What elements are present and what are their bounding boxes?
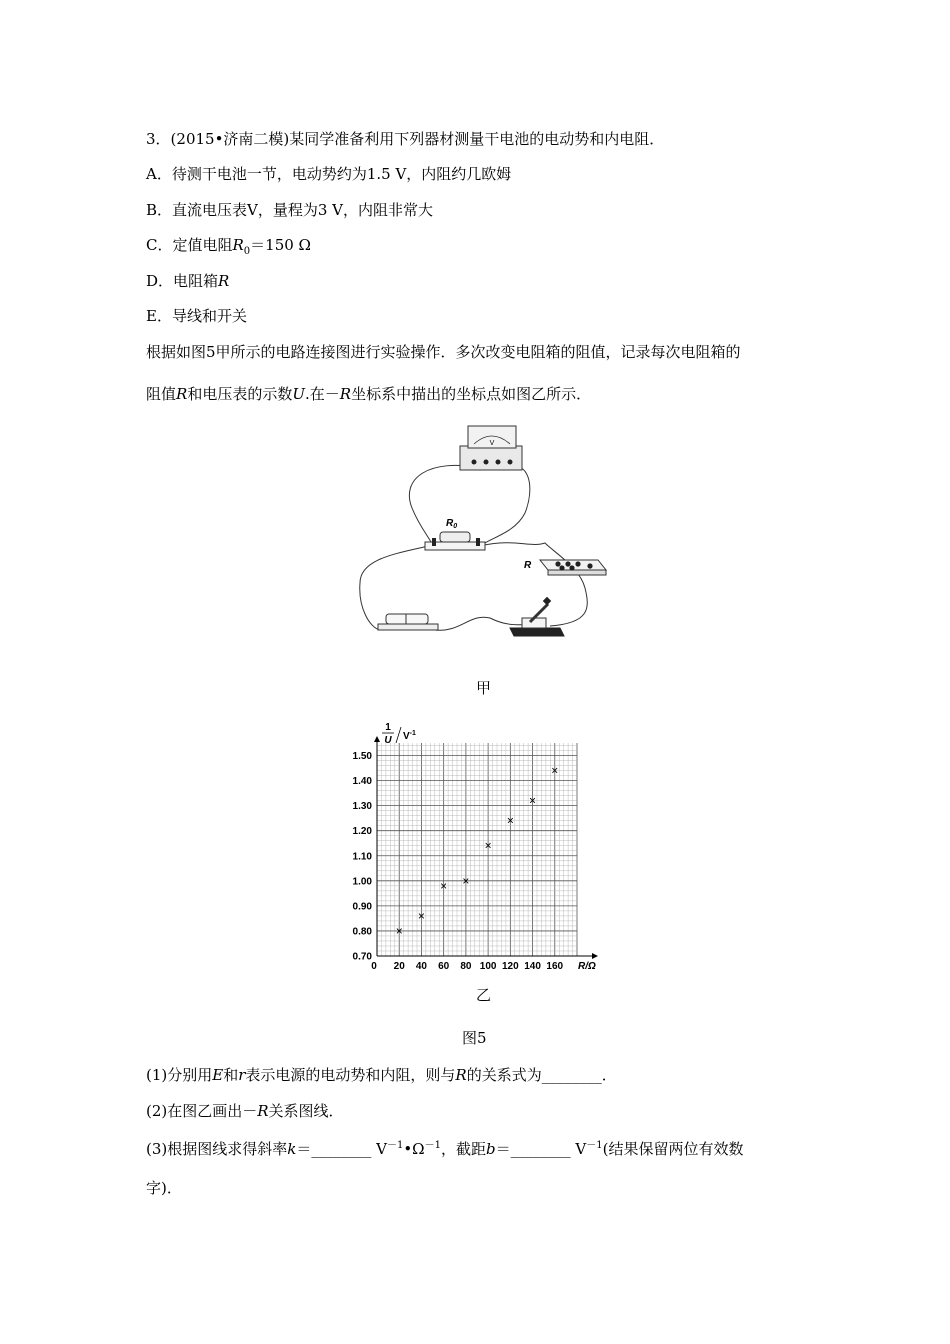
q1-text-c: 表示电源的电动势和内阻，则与 (245, 1066, 456, 1084)
q3-text-d: ，截距 (441, 1140, 487, 1158)
figure-5-caption: 图5 (462, 1029, 487, 1047)
option-c-symbol: R (232, 236, 244, 254)
y-tick-label: 1.50 (352, 751, 372, 763)
y-label-unit: $V^{-1}$ (403, 730, 416, 742)
q3-sup-1: －1 (386, 1140, 404, 1151)
figure-b-caption: 乙 (476, 986, 492, 1004)
q3-symbol-b: b (486, 1140, 496, 1158)
voltmeter-label: V (489, 440, 495, 447)
option-d-symbol: R (218, 272, 230, 290)
x-axis-arrow (592, 953, 598, 959)
y-axis-arrow (374, 736, 380, 742)
q2-text-a: (2)在图乙画出－ (146, 1102, 258, 1120)
circuit-diagram (340, 418, 630, 658)
data-point-marker: × (529, 793, 537, 808)
q1-symbol-r: r (238, 1066, 246, 1084)
question-2 (146, 1101, 344, 1121)
q3-text-f: (结果保留两位有效数 (602, 1140, 744, 1158)
q3-text-e: ＝________ V (495, 1140, 587, 1158)
para2-symbol-r1: R (176, 385, 188, 403)
para2-text-a: 阻值 (146, 385, 177, 403)
q3-text-b: ＝________ V (296, 1140, 387, 1158)
grid-paper (377, 743, 577, 956)
x-tick-label: 80 (460, 961, 472, 972)
data-point-marker: × (417, 908, 425, 923)
para2-text-d: 坐标系中描出的坐标点如图乙所示． (351, 385, 592, 403)
para2-symbol-u: U (292, 385, 305, 403)
option-d-prefix: D．电阻箱 (146, 272, 219, 290)
q3-symbol-k: k (287, 1140, 297, 1158)
x-tick-label: 20 (393, 961, 405, 972)
option-a: A．待测干电池一节，电动势约为1.5 V，内阻约几欧姆 (146, 165, 512, 183)
data-point-marker: × (484, 838, 492, 853)
r-box-label: R (524, 560, 532, 571)
q1-text-a: (1)分别用 (146, 1066, 213, 1084)
question-1 (146, 1065, 617, 1085)
r0-label: $R_0$ (446, 518, 458, 530)
option-e: E．导线和开关 (146, 307, 247, 325)
paragraph-2 (146, 384, 591, 404)
y-tick-label: 1.40 (352, 776, 372, 788)
q2-symbol-R: R (257, 1102, 269, 1120)
option-c-subscript: 0 (243, 246, 251, 257)
x-tick-label: 40 (415, 961, 428, 972)
y-label-denominator: U (384, 735, 392, 746)
wire-voltmeter-right (480, 466, 530, 546)
q2-text-b: 关系图线． (268, 1102, 344, 1120)
voltmeter (460, 426, 522, 470)
x-tick-label: 160 (546, 961, 564, 972)
wire-loop-right (480, 543, 587, 626)
question-intro: 3．(2015•济南二模)某同学准备利用下列器材测量干电池的电动势和内电阻． (146, 130, 665, 148)
y-tick-label: 1.30 (352, 801, 372, 813)
q1-text-b: 和 (223, 1066, 239, 1084)
para2-symbol-r2: R (339, 385, 352, 403)
switch (510, 597, 564, 636)
y-tick-label: 0.90 (352, 901, 372, 913)
data-point-marker: × (462, 873, 470, 888)
y-axis-label (382, 722, 416, 746)
x-tick-label: 100 (479, 961, 497, 972)
para2-text-b: 和电压表的示数 (187, 385, 293, 403)
q3-text-a: (3)根据图线求得斜率 (146, 1140, 288, 1158)
y-tick-label: 1.00 (352, 876, 372, 888)
y-label-numerator: 1 (385, 722, 391, 733)
q3-sup-3: －1 (586, 1140, 603, 1151)
x-axis-label: R/Ω (578, 961, 596, 972)
r0-resistor (425, 518, 485, 550)
q1-symbol-e: E (212, 1066, 224, 1084)
tick-labels (353, 751, 564, 972)
q3-text-c: •Ω (403, 1140, 425, 1158)
y-tick-label: 1.20 (352, 826, 372, 838)
q3-sup-2: －1 (424, 1140, 441, 1151)
x-tick-label: 140 (524, 961, 541, 972)
option-d (146, 271, 229, 291)
data-point-marker: × (395, 923, 403, 938)
option-c (146, 235, 311, 262)
data-point-marker: × (440, 878, 448, 893)
data-point-marker: × (551, 763, 559, 778)
battery (378, 614, 438, 630)
y-tick-label: 1.10 (352, 851, 372, 863)
question-3-continued: 字)． (146, 1179, 182, 1197)
x-tick-label: 120 (501, 961, 519, 972)
option-b: B．直流电压表V，量程为3 V，内阻非常大 (146, 201, 434, 219)
y-tick-label: 0.70 (352, 951, 372, 963)
graph-1u-vs-r (340, 718, 620, 978)
x-tick-label: 60 (438, 961, 450, 972)
figure-a-caption: 甲 (476, 679, 492, 697)
paragraph-1: 根据如图5甲所示的电路连接图进行实验操作．多次改变电阻箱的阻值，记录每次电阻箱的 (146, 343, 741, 361)
question-3 (146, 1136, 743, 1159)
data-point-marker: × (506, 813, 514, 828)
para2-text-c: .在－ (304, 385, 340, 403)
option-c-prefix: C．定值电阻 (146, 236, 233, 254)
option-c-suffix: ＝150 Ω (250, 236, 311, 254)
x-tick-label: 0 (371, 961, 377, 972)
y-tick-label: 0.80 (352, 926, 372, 938)
q1-text-d: 的关系式为________． (466, 1066, 617, 1084)
resistance-box (524, 560, 606, 575)
q1-symbol-R: R (455, 1066, 467, 1084)
